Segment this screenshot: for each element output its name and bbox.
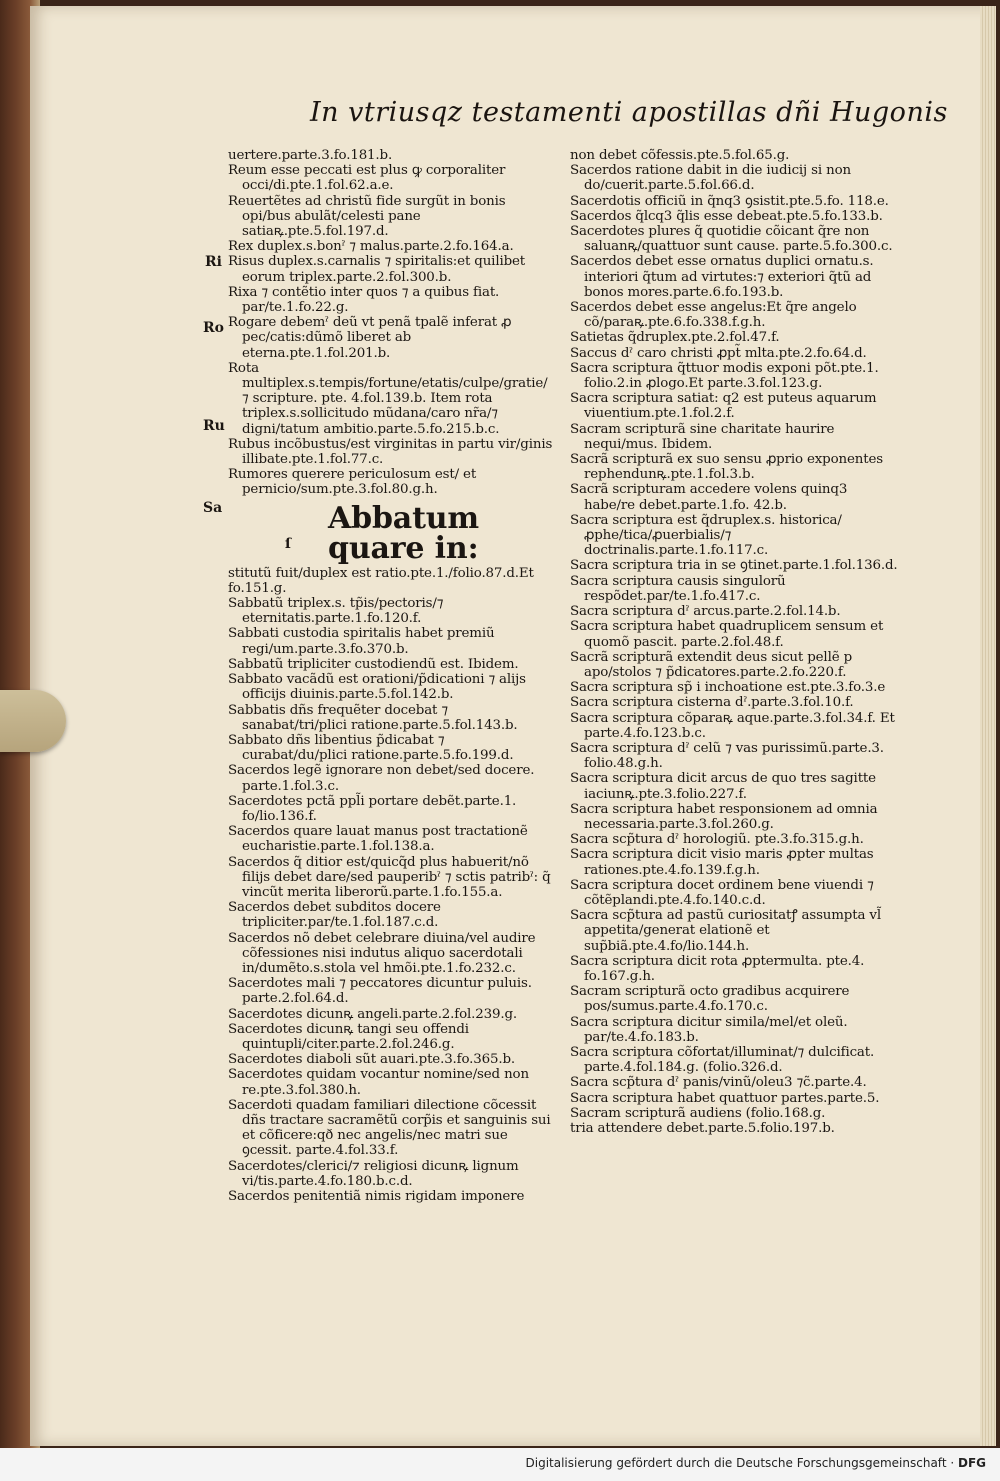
right-column-entry: Sacerdos debet esse angelus:Et q̃re angelo cõ/paraꝶ.pte.6.fo.338.f.g.h. (570, 300, 857, 331)
right-column-entry: Sacra scriptura cõparaꝶ aque.parte.3.fol.34.f. Et parte.4.fo.123.b.c. (570, 710, 895, 741)
gutter-label-ru: Ru (203, 418, 225, 434)
left-column-entry: Sabbato vacãdũ est orationi/p̃dicationi ⁊ alijs officijs diuinis.parte.5.fol.142.b. (228, 672, 526, 703)
left-column-entry: Sacerdotes pctã ppl̃i portare debẽt.parte.1. fo/lio.136.f. (228, 793, 517, 824)
right-column-entry: Sacra scp̃tura dˀ horologiũ. pte.3.fo.315.g.h. (570, 832, 864, 848)
left-column-entry: Sabbato dñs libentius p̃dicabat ⁊ curabat/du/plici ratione.parte.5.fo.199.d. (228, 732, 514, 764)
left-column-entry: Rubus incõbustus/est virginitas in partu vir/ginis illibate.pte.1.fol.77.c. (228, 436, 553, 468)
right-column-entry: Sacra scriptura q̃ttuor modis exponi põt.pte.1. folio.2.in ꝓlogo.Et parte.3.fol.123.g. (570, 360, 879, 392)
right-column-entry: Sacra scriptura dicitur simila/mel/et oleũ. par/te.4.fo.183.b. (570, 1014, 848, 1045)
page-stack-edge (980, 6, 996, 1446)
gutter-mark: ſ (285, 536, 292, 552)
right-column-entry: tria attendere debet.parte.5.folio.197.b. (570, 1121, 835, 1136)
left-column-entry: stitutũ fuit/duplex est ratio.pte.1./folio.87.d.Et fo.151.g. (228, 565, 534, 596)
right-column-entry: Sacra scriptura dˀ celũ ⁊ vas purissimũ.parte.3. folio.48.g.h. (570, 740, 884, 772)
right-column-entry: Sacra scriptura habet quadruplicem sensum et quomõ pascit. parte.2.fol.48.f. (570, 619, 884, 650)
right-column-entry: Sacra scriptura cisterna dˀ.parte.3.fol.10.f. (570, 695, 854, 711)
left-column-entry: uertere.parte.3.fo.181.b. (228, 148, 393, 163)
right-column-entry: Sacram scripturã audiens (folio.168.g. (570, 1105, 826, 1121)
left-column-entry: Reuertẽtes ad christũ fide surgũt in bonis opi/bus abulãt/celesti pane satiaꝶ.pte.5.fol.197.d. (228, 193, 506, 240)
left-column-entry: Sacerdos penitentiã nimis rigidam imponere (228, 1189, 525, 1204)
gutter-label-ri: Ri (205, 254, 222, 270)
left-column-entry: Sacerdoti quadam familiari dilectione cõcessit dñs tractare sacramẽtũ corp̃is et sanguinis sui et cõficere:qð nec angelis/nec matri sue ꝯcessit. parte.4.fol.33.f. (228, 1097, 551, 1159)
right-column-entry: Sacerdos ratione dabit in die iudicij si non do/cuerit.parte.5.fol.66.d. (570, 163, 851, 194)
left-column-entry: Rex duplex.s.bonˀ ⁊ malus.parte.2.fo.164.a. (228, 239, 514, 255)
right-column-entry: Sacra scp̃tura dˀ panis/vinũ/oleu3 ⁊c̃.parte.4. (570, 1075, 867, 1091)
right-column-entry: Sacra scriptura satiat: q2 est puteus aquarum viuentium.pte.1.fol.2.f. (570, 391, 877, 422)
right-column-entry: Saccus dˀ caro christi ꝓpt̃ mlta.pte.2.fo.64.d. (570, 345, 867, 361)
right-column (570, 148, 902, 1136)
right-column-entry: Sacerdos debet esse ornatus duplici ornatu.s. interiori q̃tum ad virtutes:⁊ exteriori q̃tũ ad bonos mores.parte.6.fo.193.b. (570, 254, 874, 300)
left-column-entry: Sacerdotes dicunꝶ tangi seu offendi quintupli/citer.parte.2.fol.246.g. (228, 1021, 469, 1052)
right-column-entry: Sacram scripturã octo gradibus acquirere pos/sumus.parte.4.fo.170.c. (570, 984, 850, 1015)
right-column-entry: Sacra scriptura est q̃druplex.s. historica/ꝓphe/tica/ꝓuerbialis/⁊ doctrinalis.parte.1.fo.117.c. (570, 512, 842, 559)
left-column-entry: Sacerdotes quidam vocantur nomine/sed non re.pte.3.fol.380.h. (228, 1067, 529, 1098)
left-column-entry: Sacerdotes dicunꝶ angeli.parte.2.fol.239.g. (228, 1006, 517, 1022)
left-column-entry: Rumores querere periculosum est/ et pernicio/sum.pte.3.fol.80.g.h. (228, 467, 477, 498)
left-column-entry: Rixa ⁊ contẽtio inter quos ⁊ a quibus fiat. par/te.1.fo.22.g. (228, 284, 500, 316)
right-column-entry: Sacra scriptura docet ordinem bene viuendi ⁊ cõtẽplandi.pte.4.fo.140.c.d. (570, 877, 874, 908)
right-column-entry: Sacerdotis officiũ in q̃nq3 ꝯsistit.pte.5.fo. 118.e. (570, 193, 889, 209)
right-column-entry: Sacra scriptura causis singulorũ respõdet.par/te.1.fo.417.c. (570, 573, 786, 604)
right-column-entry: Satietas q̃druplex.pte.2.fol.47.f. (570, 330, 780, 346)
right-column-entry: Sacerdos q̃lcq3 q̃lis esse debeat.pte.5.fo.133.b. (570, 208, 883, 224)
left-column-entry: Sacerdos quare lauat manus post tractationẽ eucharistie.parte.1.fol.138.a. (228, 824, 528, 855)
right-column-entry: Sacram scripturã sine charitate haurire nequi/mus. Ibidem. (570, 421, 835, 452)
running-head: In vtriusqz testamenti apostillas dñi Hugonis (310, 97, 948, 128)
right-column-entry: Sacra scriptura habet responsionem ad omnia necessaria.parte.3.fol.260.g. (570, 801, 878, 832)
left-column-entry: Risus duplex.s.carnalis ⁊ spiritalis:et quilibet eorum triplex.parte.2.fol.300.b. (228, 254, 526, 285)
right-column-entry: Sacra scriptura dicit arcus de quo tres sagitte iaciunꝶ.pte.3.folio.227.f. (570, 771, 876, 802)
left-column-entry: Sacerdos nõ debet celebrare diuina/vel audire cõfessiones nisi indutus aliquo sacerdotali in/dumẽto.s.stola vel hmõi.pte.1.fo.232.c. (228, 930, 536, 976)
right-column-entry: Sacrã scripturã ex suo sensu ꝓprio exponentes rephendunꝶ.pte.1.fol.3.b. (570, 452, 883, 483)
right-column-entry: Sacra scriptura dicit rota ꝓptermulta. pte.4. fo.167.g.h. (570, 953, 865, 984)
book-clasp (0, 690, 66, 752)
left-column-entry: Sabbatis dñs frequẽter docebat ⁊ sanabat/tri/plici ratione.parte.5.fol.143.b. (228, 702, 518, 733)
left-column-entry: Sacerdotes diaboli sũt auari.pte.3.fo.365.b. (228, 1052, 516, 1068)
right-column-entry: Sacra scp̃tura ad pastũ curiositatꝭ assumpta vl̃ appetita/generat elationẽ et sup̃biã.pte.4.fo/lio.144.h. (570, 908, 881, 954)
footer-credit (526, 1456, 986, 1470)
dfg-logo: DFG (957, 1456, 986, 1470)
right-column-entry: Sacra scriptura dicit visio maris ꝓpter multas rationes.pte.4.fo.139.f.g.h. (570, 847, 874, 878)
gutter-label-ro: Ro (203, 320, 224, 336)
right-column-entry: Sacrã scripturã extendit deus sicut pellẽ p apo/stolos ⁊ p̃dicatores.parte.2.fo.220.f. (570, 649, 852, 680)
right-column-entry: Sacra scriptura cõfortat/illuminat/⁊ dulcificat. parte.4.fol.184.g. (folio.326.d. (570, 1044, 875, 1076)
left-column-entry: Sacerdos q̃ ditior est/quicq̃d plus habuerit/nõ filijs debet dare/sed pauperibˀ ⁊ sctis patribˀ: q̃ vincũt merita liberorũ.parte.1.fo.155.a. (228, 854, 551, 900)
left-column-entry: Rogare debemˀ deũ vt penã tpalẽ inferat ꝓ pec/catis:dũmõ liberet ab eterna.pte.1.fol.201.b. (228, 315, 512, 361)
footer-credit-text: Digitalisierung gefördert durch die Deutsche Forschungsgemeinschaft · (525, 1456, 955, 1470)
left-column-entry: Sabbati custodia spiritalis habet premiũ regi/um.parte.3.fo.370.b. (228, 626, 495, 657)
gutter-label-sa: Sa (203, 500, 223, 516)
left-column-entry: Sacerdotes mali ⁊ peccatores dicuntur puluis. parte.2.fol.64.d. (228, 976, 532, 1007)
left-column-entry: Rota multiplex.s.tempis/fortune/etatis/culpe/gratie/⁊ scripture. pte. 4.fol.139.b. Item rota triplex.s.sollicitudo mũdana/caro nr̃a/⁊ digni/tatum ambitio.parte.5.fo.215.b.c. (228, 360, 548, 437)
right-column-entry: Sacra scriptura tria in se ꝯtinet.parte.1.fol.136.d. (570, 558, 898, 574)
right-column-entry: non debet cõfessis.pte.5.fol.65.g. (570, 148, 790, 163)
left-column-entry: Reum esse peccati est plus ꝙ corporaliter occi/di.pte.1.fol.62.a.e. (228, 163, 506, 194)
left-column-entry: Sacerdos debet subditos docere tripliciter.par/te.1.fol.187.c.d. (228, 900, 441, 931)
right-column-entry: Sacra scriptura sp̃ i inchoatione est.pte.3.fo.3.e (570, 680, 886, 696)
left-column (228, 148, 553, 1204)
left-column-entry: Sacerdos legẽ ignorare non debet/sed docere. parte.1.fol.3.c. (228, 763, 535, 794)
left-column-entry: Sabbatũ tripliciter custodiendũ est. Ibidem. (228, 656, 519, 672)
left-column-entry: Sacerdotes/clerici/⁊ religiosi dicunꝶ lignum vi/tis.parte.4.fo.180.b.c.d. (228, 1158, 519, 1189)
left-column-entry: Sabbatũ triplex.s. tp̃is/pectoris/⁊ eternitatis.parte.1.fo.120.f. (228, 596, 444, 627)
right-column-entry: Sacrã scripturam accedere volens quinq3 habe/re debet.parte.1.fo. 42.b. (570, 482, 848, 513)
left-column-entry: Abbatum quare in: (328, 500, 480, 566)
right-column-entry: Sacra scriptura habet quattuor partes.parte.5. (570, 1090, 880, 1106)
right-column-entry: Sacra scriptura dˀ arcus.parte.2.fol.14.b. (570, 604, 841, 620)
right-column-entry: Sacerdotes plures q̃ quotidie cõicant q̃re non saluanꝶ/quattuor sunt cause. parte.5.fo.300.c. (570, 224, 893, 255)
